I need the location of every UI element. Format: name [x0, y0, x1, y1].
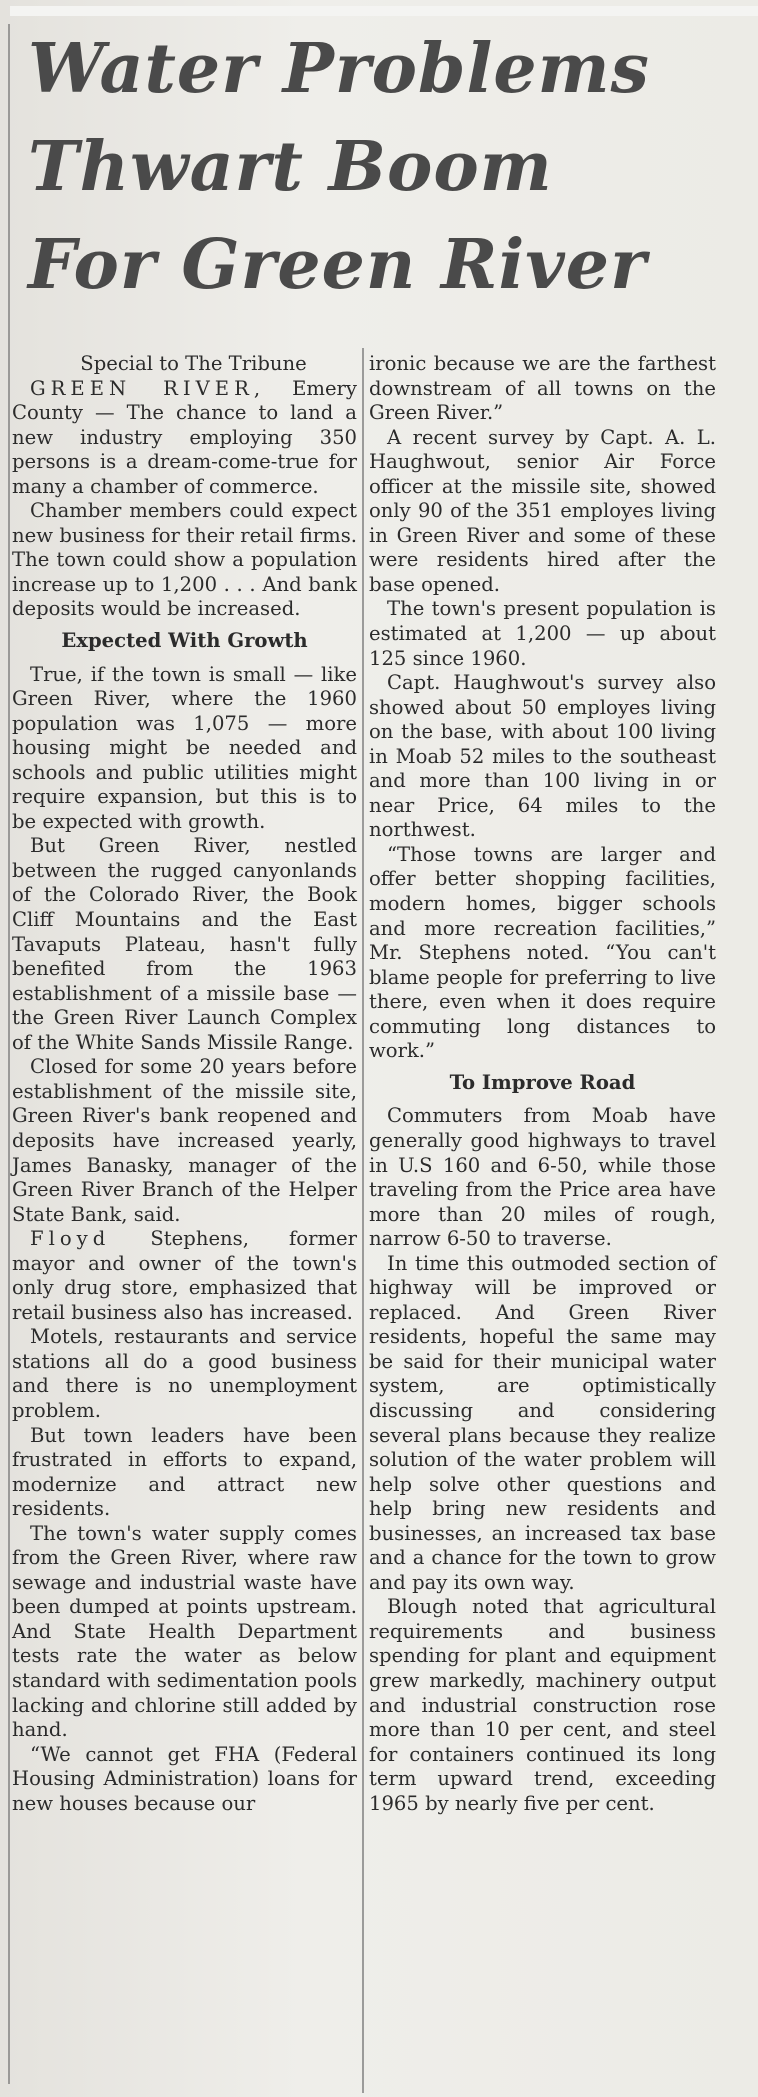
- headline-line-2: Thwart Boom: [28, 127, 553, 207]
- dateline: Special to The Tribune: [80, 352, 307, 375]
- stephens-text: Stephens, former mayor and owner of the town's only drug store, emphasized that retail business also has increased.: [12, 1227, 357, 1324]
- lead-text: Emery County — The chance to land a new industry employing 350 persons is a dream-come-true for many a chamber of commerce.: [12, 376, 357, 498]
- paragraph: Closed for some 20 years before establishment of the missile site, Green River's bank reopened and deposits have increased yearly, James Banasky, manager of the Green River Branch of the Helper State Bank, said.: [12, 1055, 357, 1226]
- column-rule: [362, 348, 364, 2093]
- paragraph: True, if the town is small — like Green River, where the 1960 population was 1,075 — more housing might be needed and schools and public utilities might require expansion, but this is to be expected with growth.: [12, 662, 357, 833]
- paragraph: The town's present population is estimated at 1,200 — up about 125 since 1960.: [369, 597, 716, 670]
- article-column-right: [369, 352, 716, 1816]
- lead-place: GREEN RIVER,: [30, 376, 266, 400]
- headline-line-3: For Green River: [28, 225, 647, 305]
- headline-line-1: Water Problems: [28, 29, 650, 109]
- paragraph: Capt. Haughwout's survey also showed about 50 employes living on the base, with about 100 living in Moab 52 miles to the southeast and more than 100 living in or near Price, 64 miles to the northwest.: [369, 671, 716, 842]
- paragraph: “We cannot get FHA (Federal Housing Administration) loans for new houses because our: [12, 1742, 357, 1815]
- article-column-left: [12, 352, 357, 1816]
- paragraph: A recent survey by Capt. A. L. Haughwout, senior Air Force officer at the missile site, showed only 90 of the 351 employes living in Green River and some of these were residents hired after the base opened.: [369, 425, 716, 596]
- paragraph: Commuters from Moab have generally good highways to travel in U.S 160 and 6-50, while those traveling from the Price area have more than 20 miles of rough, narrow 6-50 to traverse.: [369, 1104, 716, 1251]
- paragraph: Blough noted that agricultural requirements and business spending for plant and equipment grew markedly, machinery output and industrial construction rose more than 10 per cent, and steel for containers continued its long term upward trend, exceeding 1965 by nearly five per cent.: [369, 1595, 716, 1815]
- paragraph: [12, 1227, 357, 1325]
- stephens-first-name: Floyd: [30, 1227, 111, 1251]
- subhead-to-improve-road: To Improve Road: [449, 1070, 636, 1094]
- paragraph: “Those towns are larger and offer better shopping facilities, modern homes, bigger schools and more recreation facilities,” Mr. Stephens noted. “You can't blame people for preferring to live there, even when it does require commuting long distances to work.”: [369, 842, 716, 1063]
- paper-edge-left: [8, 24, 10, 2084]
- paragraph: But Green River, nestled between the rugged canyonlands of the Colorado River, the Book Cliff Mountains and the East Tavaputs Plateau, hasn't fully benefited from the 1963 establishment of a missile base — the Green River Launch Complex of the White Sands Missile Range.: [12, 834, 357, 1054]
- paragraph-lead: [12, 377, 357, 500]
- paragraph-continued: ironic because we are the farthest downstream of all towns on the Green River.”: [369, 352, 716, 425]
- paragraph: The town's water supply comes from the Green River, where raw sewage and industrial waste have been dumped at points upstream. And State Health Department tests rate the water as below standard with sedimentation pools lacking and chlorine still added by hand.: [12, 1521, 357, 1742]
- paragraph: In time this outmoded section of highway will be improved or replaced. And Green River residents, hopeful the same may be said for their municipal water system, are optimistically discussing and considering several plans because they realize solution of the water problem will help solve other questions and help bring new residents and businesses, an increased tax base and a chance for the town to grow and pay its own way.: [369, 1251, 716, 1594]
- subhead-expected-with-growth: Expected With Growth: [61, 629, 308, 653]
- paragraph: Motels, restaurants and service stations all do a good business and there is no unemployment problem.: [12, 1325, 357, 1422]
- paper-edge-top: [10, 6, 758, 16]
- paragraph: Chamber members could expect new business for their retail firms. The town could show a population increase up to 1,200 . . . And bank deposits would be increased.: [12, 499, 357, 621]
- paragraph: But town leaders have been frustrated in efforts to expand, modernize and attract new residents.: [12, 1423, 357, 1521]
- headline: [28, 20, 743, 314]
